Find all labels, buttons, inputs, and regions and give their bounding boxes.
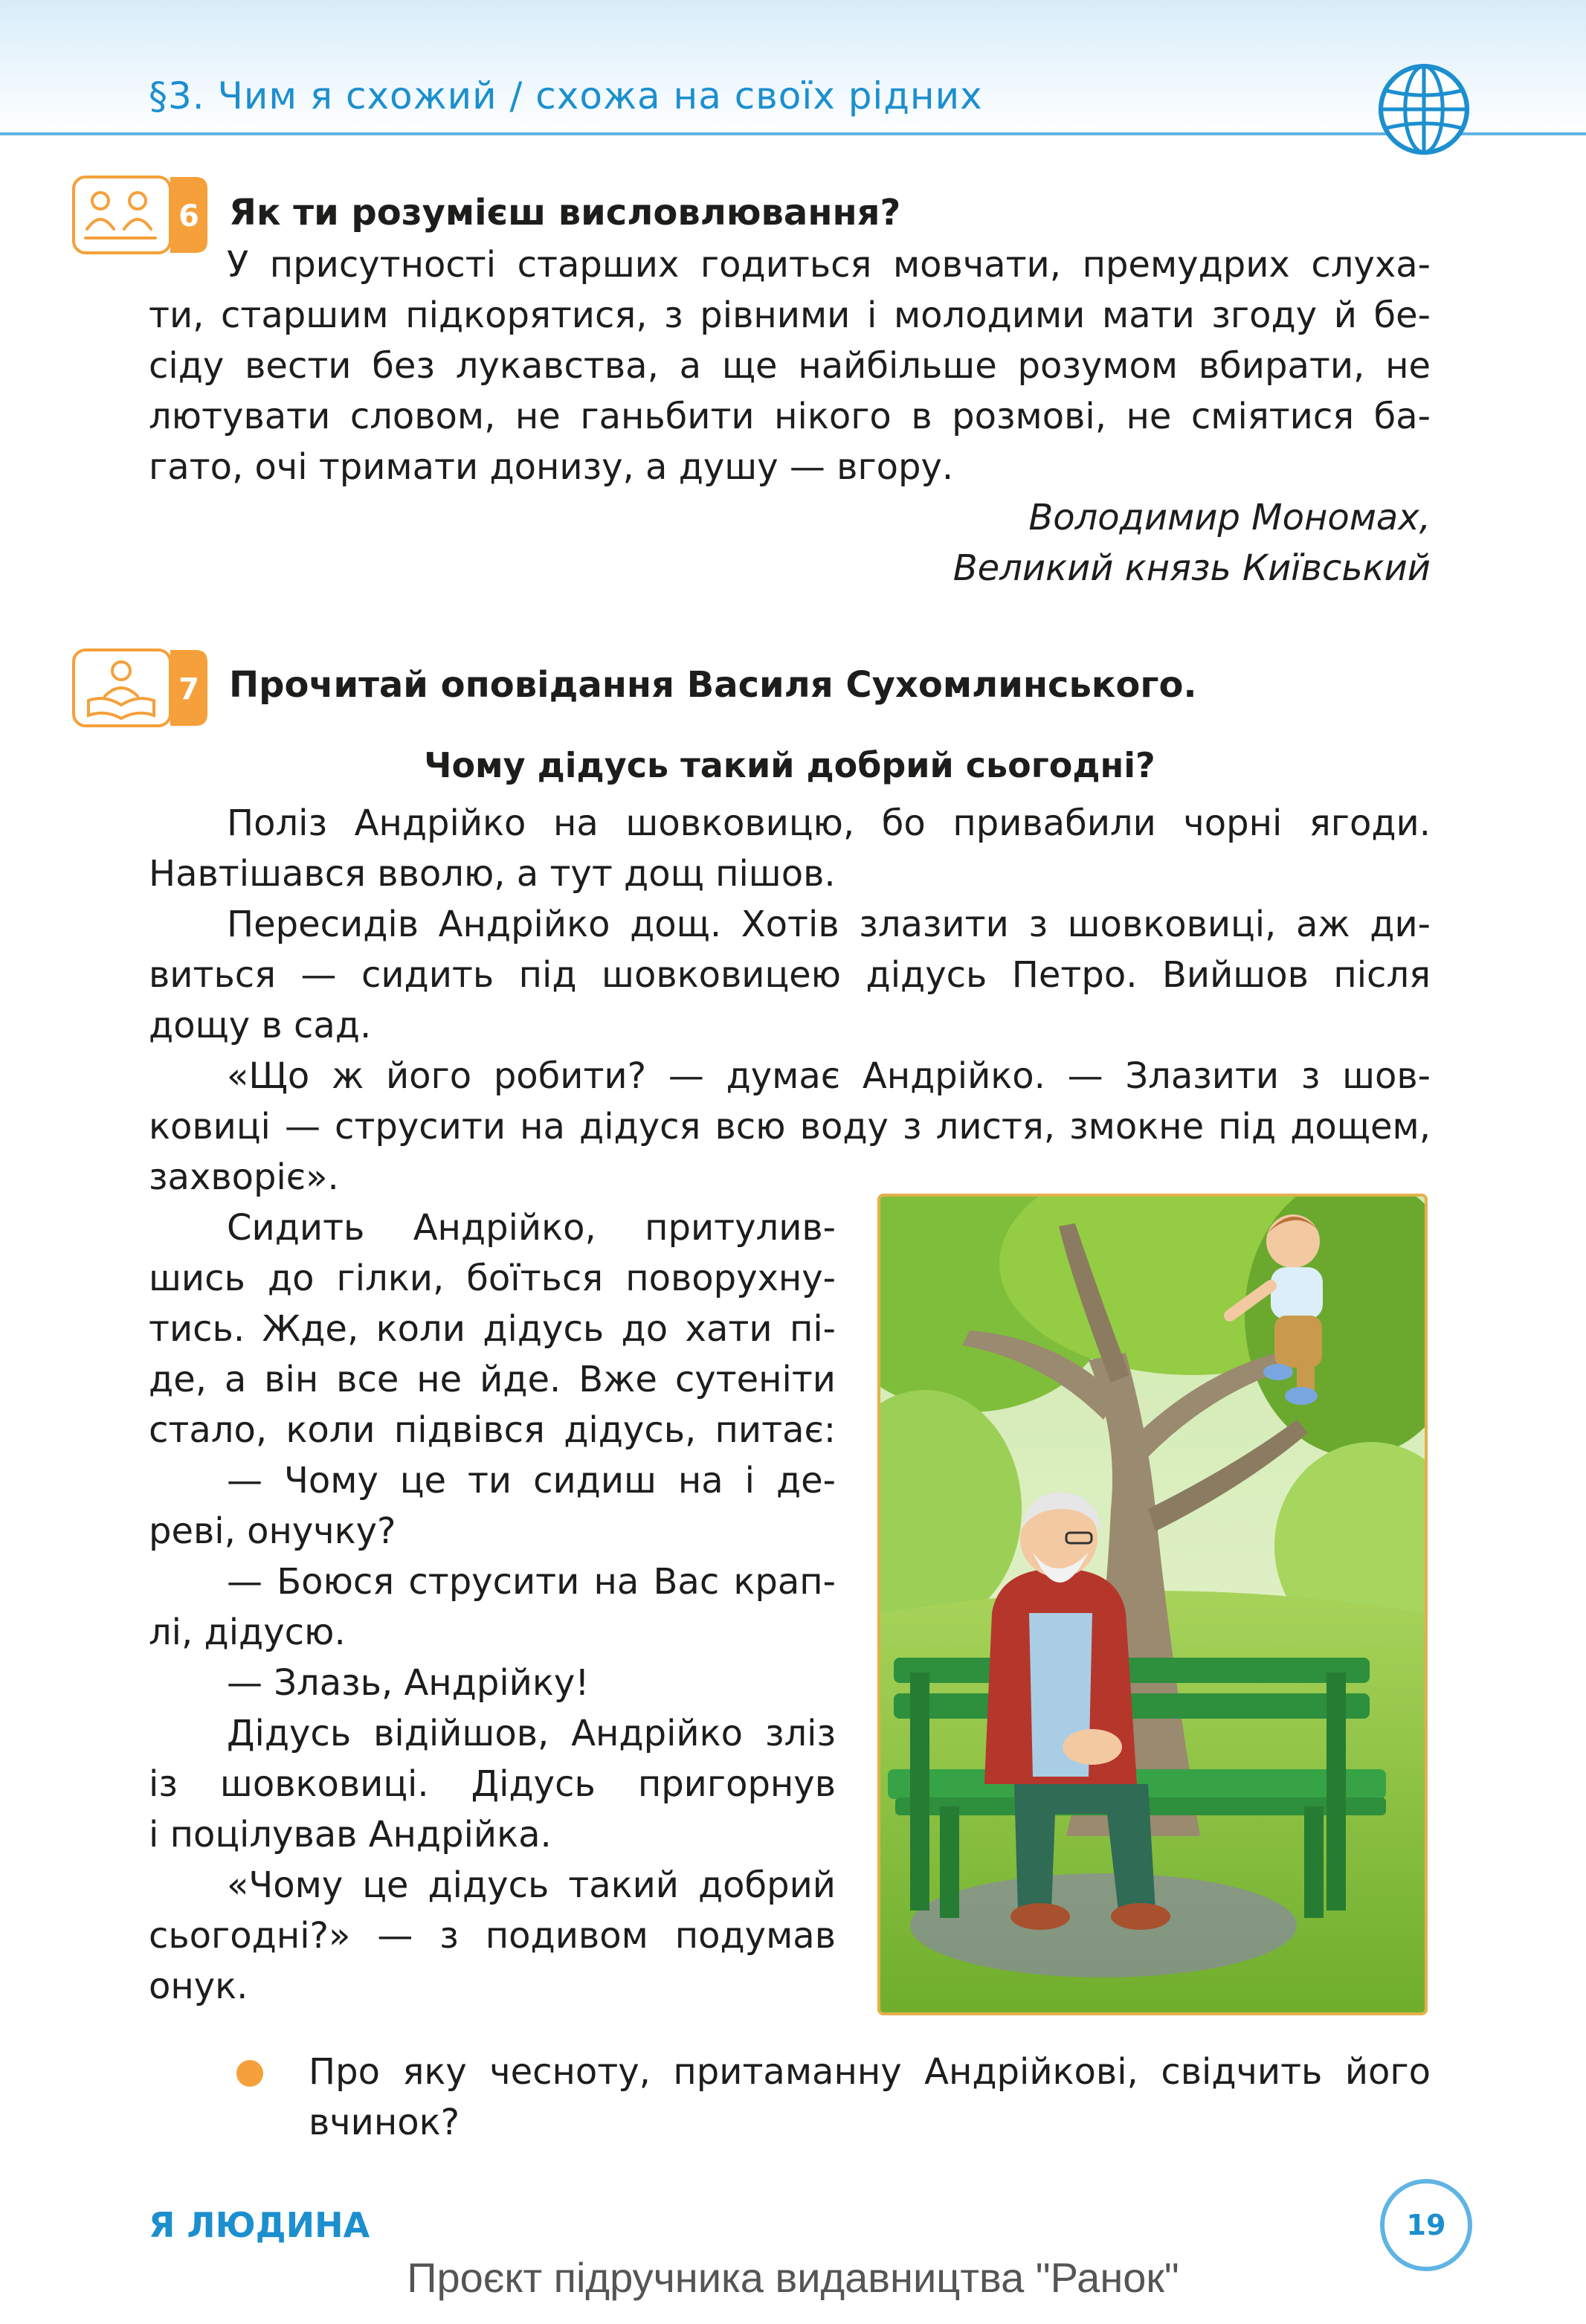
task7-heading: Прочитай оповідання Василя Сухомлинського.	[229, 664, 1197, 706]
question-line: вчинок?	[309, 2102, 460, 2143]
story-line: онук.	[149, 1966, 248, 2007]
footer-unit-label: Я ЛЮДИНА	[149, 2205, 370, 2245]
question-line: Про яку чесноту, притаманну Андрійкові, свідчить його	[309, 2051, 1431, 2093]
task6-heading: Як ти розумієш висловлювання?	[229, 192, 901, 234]
story-line: — Злазь, Андрійку!	[227, 1662, 590, 1704]
story-line: — Чому це ти сидиш на і де-	[227, 1460, 836, 1501]
section-title: §3. Чим я схожий / схожа на своїх рідних	[149, 74, 983, 118]
story-line: стало, коли підвівся дідусь, питає:	[149, 1409, 836, 1451]
story-line: «Що ж його робити? — думає Андрійко. — Злазити з шов-	[227, 1055, 1431, 1097]
story-line: тись. Жде, коли дідусь до хати пі-	[149, 1308, 836, 1350]
story-line: і поцілував Андрійка.	[149, 1814, 552, 1855]
header-rule	[0, 132, 1586, 135]
globe-icon	[1377, 62, 1471, 156]
story-line: із шовковиці. Дідусь пригорнув	[149, 1763, 836, 1805]
story-line: «Чому це дідусь такий добрий	[227, 1864, 836, 1906]
story-line: шись до гілки, боїться поворухну-	[149, 1258, 836, 1299]
task6-quote	[149, 239, 1431, 593]
quote-line: гато, очі тримати донизу, а душу — вгору.	[149, 446, 954, 488]
story-line: виться — сидить під шовковицею дідусь Петро. Вийшов після	[149, 954, 1431, 996]
quote-author-title: Великий князь Київський	[952, 547, 1431, 589]
task7-question	[309, 2047, 1431, 2148]
story-line: лі, дідусю.	[149, 1612, 346, 1653]
story-wide-text	[149, 798, 1431, 1203]
page-number-badge: 19	[1380, 2179, 1472, 2271]
story-title: Чому дідусь такий добрий сьогодні?	[424, 745, 1155, 785]
story-line: Дідусь відійшов, Андрійко зліз	[227, 1713, 836, 1754]
story-line: ковиці — струсити на дідуся всю воду з листя, змокне під дощем,	[149, 1106, 1431, 1147]
orange-bullet-icon	[236, 2060, 263, 2087]
story-line: сьогодні?» — з подивом подумав	[149, 1915, 836, 1957]
footer-publisher-note: Проєкт підручника видавництва "Ранок"	[407, 2254, 1179, 2301]
story-line: Сидить Андрійко, притулив-	[227, 1207, 836, 1249]
grandpa-under-tree-illustration	[880, 1197, 1425, 2012]
task6-number: 6	[178, 199, 199, 234]
story-line: — Боюся струсити на Вас крап-	[227, 1561, 836, 1603]
story-line: захворіє».	[149, 1156, 339, 1198]
story-line: реві, онучку?	[149, 1510, 396, 1552]
quote-line: лютувати словом, не ганьбити нікого в розмові, не сміятися ба-	[149, 396, 1431, 437]
story-line: дощу в сад.	[149, 1005, 372, 1046]
story-line: Пересидів Андрійко дощ. Хотів злазити з шовковиці, аж ди-	[227, 904, 1431, 945]
quote-author: Володимир Мономах,	[1028, 497, 1431, 538]
story-illustration	[877, 1194, 1428, 2015]
quote-line: У присутності старших годиться мовчати, премудрих слуха-	[227, 244, 1431, 286]
task7-number: 7	[178, 672, 199, 706]
quote-line: сіду вести без лукавства, а ще найбільше розумом вбирати, не	[149, 345, 1431, 387]
reading-book-icon	[72, 648, 209, 727]
story-line: Навтішався вволю, а тут дощ пішов.	[149, 853, 836, 895]
story-line: Поліз Андрійко на шовковицю, бо привабили чорні ягоди.	[227, 802, 1431, 844]
story-line: де, а він все не йде. Вже сутеніти	[149, 1359, 836, 1400]
quote-line: ти, старшим підкорятися, з рівними і молодими мати згоду й бе-	[149, 294, 1431, 336]
story-narrow-text	[149, 1203, 836, 2012]
